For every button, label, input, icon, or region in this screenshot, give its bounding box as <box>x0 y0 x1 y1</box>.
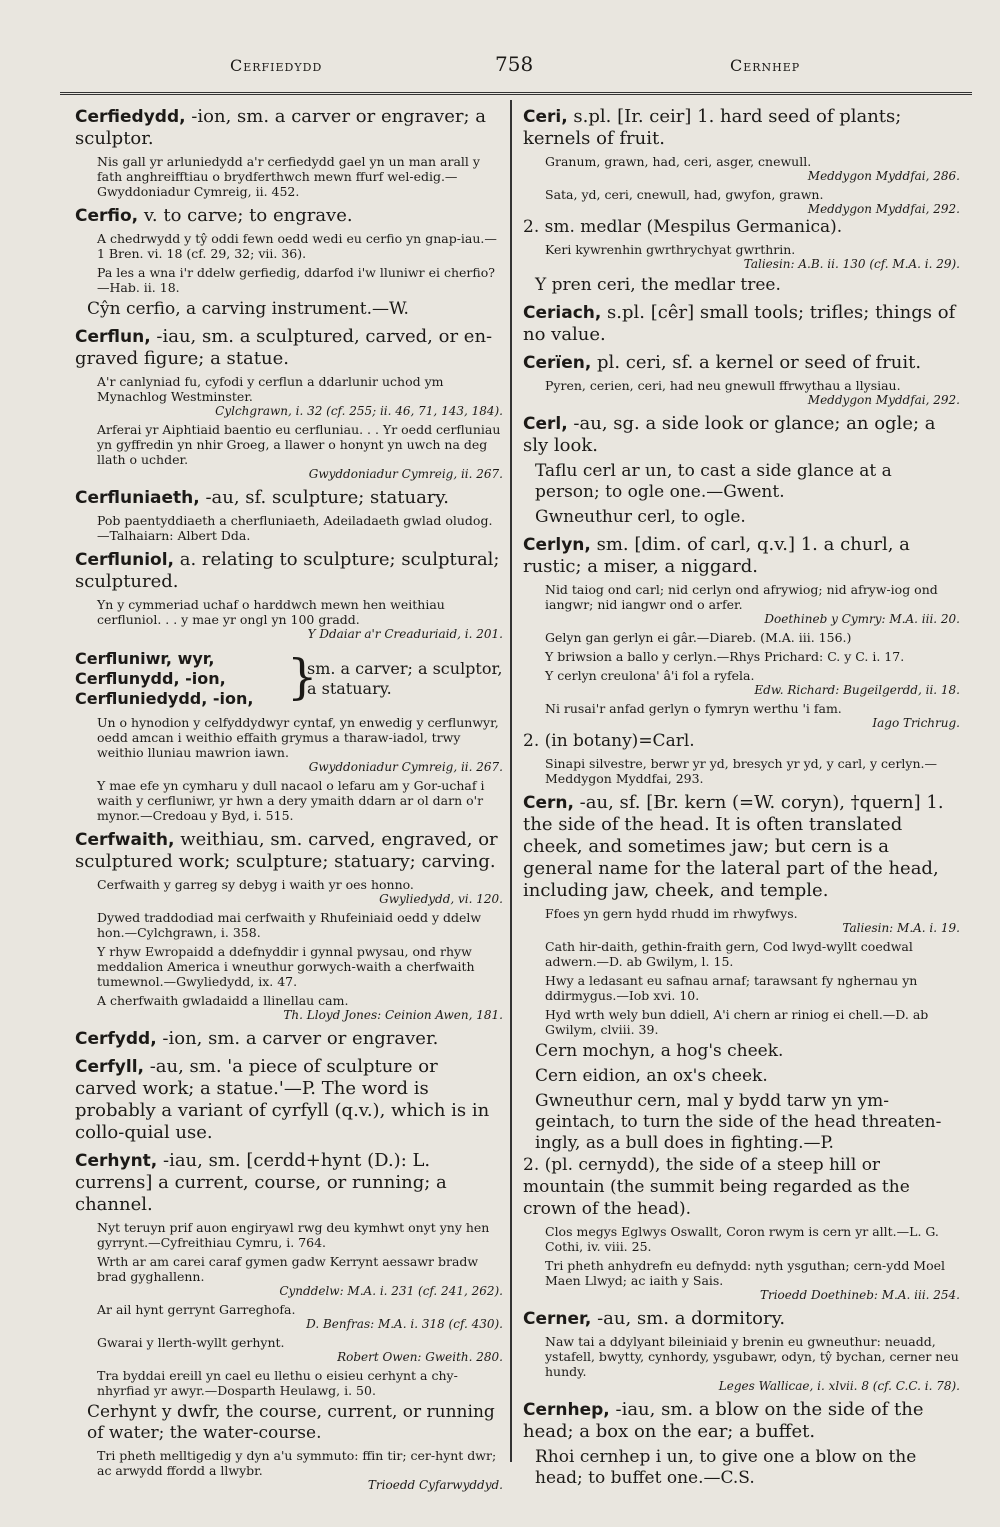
citation-source: Iago Trichrug. <box>872 716 960 730</box>
citation: Clos megys Eglwys Oswallt, Coron rwym is cern yr allt.—L. G. Cothi, iv. viii. 25. <box>545 1224 939 1254</box>
citation: Nis gall yr arluniedydd a'r cerfiedydd gael yn un man arall y fath anghreifftiau o brydferthwch mewn ffurf wel-edig.—Gwyddoniadur Cymreig, ii. 452. <box>97 154 480 199</box>
entry <box>75 487 503 509</box>
citation-source: Gwyddoniadur Cymreig, ii. 267. <box>308 467 503 481</box>
citation-source: Robert Owen: Gweith. 280. <box>337 1350 503 1364</box>
sense: 2. sm. medlar (Mespilus Germanica). <box>523 217 843 237</box>
entry <box>523 302 960 346</box>
headword: Cerfluniwr, wyr, <box>75 649 215 668</box>
citation-source: Trioedd Cyfarwyddyd. <box>367 1478 503 1492</box>
entry <box>75 1150 503 1216</box>
headword: Cerl, <box>523 414 568 434</box>
definition: sm. a carver; a sculptor, a statuary. <box>307 659 503 698</box>
sense: 2. (pl. cernydd), the side of a steep hill or mountain (the summit being regarded as the crown of the head). <box>523 1155 910 1219</box>
grouped-entry <box>75 649 503 711</box>
citation: Pob paentyddiaeth a cherfluniaeth, Adeiladaeth gwlad oludog.—Talhaiarn: Albert Dda. <box>97 513 493 543</box>
citation-source: Th. Lloyd Jones: Ceinion Awen, 181. <box>283 1008 503 1022</box>
citation-source: Gwyddoniadur Cymreig, ii. 267. <box>308 760 503 774</box>
definition: -au, sg. a side look or glance; an ogle; a sly look. <box>523 413 936 456</box>
phrase-entry: Gwneuthur cerl, to ogle. <box>535 507 746 527</box>
headword: Cerïen, <box>523 353 592 373</box>
definition: -ion, sm. a carver or engraver. <box>156 1028 439 1049</box>
entry <box>75 829 503 873</box>
entry <box>523 413 960 457</box>
definition: v. to carve; to engrave. <box>138 205 353 226</box>
entry <box>523 792 960 902</box>
headword: Ceriach, <box>523 303 602 323</box>
grouped-headwords <box>75 649 295 709</box>
definition: -au, sm. 'a piece of sculpture or carved work; a statue.'—P. The word is probably a variant of cyrfyll (q.v.), which is in collo-quial use. <box>75 1056 490 1143</box>
sense: 2. (in botany)=Carl. <box>523 731 695 751</box>
headword: Cerfluniaeth, <box>75 488 200 508</box>
headword: Cerfluniol, <box>75 550 174 570</box>
headword: Cerlyn, <box>523 535 591 555</box>
entry <box>75 1028 503 1050</box>
citation: Sinapi silvestre, berwr yr yd, bresych yr yd, y carl, y cerlyn.—Meddygon Myddfai, 293. <box>545 756 938 786</box>
citation-source: Meddygon Myddfai, 292. <box>807 202 960 216</box>
citation: Nid taiog ond carl; nid cerlyn ond afrywiog; nid afryw-iog ond iangwr; nid iangwr ond o arfer. <box>545 582 938 612</box>
definition: a. relating to sculpture; sculptural; sculptured. <box>75 549 500 592</box>
citation-source: Trioedd Doethineb: M.A. iii. 254. <box>759 1288 960 1302</box>
citation: Un o hynodion y celfyddydwyr cyntaf, yn enwedig y cerflunwyr, oedd amcan i weithio effaith grymus a tharaw-iadol, trwy weithio lluniau mawrion iawn. <box>97 715 499 760</box>
citation: Yn y cymmeriad uchaf o harddwch mewn hen weithiau cerfluniol. . . y mae yr ongl yn 100 gradd. <box>97 597 445 627</box>
citation: Pyren, cerien, ceri, had neu gnewull ffrwythau a llysiau. <box>545 378 901 393</box>
citation: Hyd wrth wely bun ddiell, A'i chern ar riniog ei chell.—D. ab Gwilym, clviii. 39. <box>545 1007 929 1037</box>
headword: Cernhep, <box>523 1400 610 1420</box>
citation-source: Cynddelw: M.A. i. 231 (cf. 241, 262). <box>279 1284 503 1298</box>
headword: Cerfiedydd, <box>75 107 186 127</box>
entry <box>523 534 960 578</box>
citation-source: Taliesin: M.A. i. 19. <box>842 921 960 935</box>
citation: Gelyn gan gerlyn ei gâr.—Diareb. (M.A. iii. 156.) <box>545 630 852 645</box>
definition: -iau, sm. a blow on the side of the head; a box on the ear; a buffet. <box>523 1399 924 1442</box>
citation-source: Doethineb y Cymry: M.A. iii. 20. <box>764 612 960 626</box>
citation: Sata, yd, ceri, cnewull, had, gwyfon, grawn. <box>545 187 824 202</box>
citation: Gwarai y llerth-wyllt gerhynt. <box>97 1335 285 1350</box>
definition: -au, sf. [Br. kern (=W. coryn), †quern] 1. the side of the head. It is often translated cheek, and sometimes jaw; but cern is a general name for the lateral part of the head, including jaw, cheek, and temple. <box>523 792 944 901</box>
citation-source: Cylchgrawn, i. 32 (cf. 255; ii. 46, 71, 143, 184). <box>215 404 503 418</box>
citation: Cath hir-daith, gethin-fraith gern, Cod lwyd-wyllt coedwal adwern.—D. ab Gwilym, l. 15. <box>545 939 913 969</box>
phrase-entry: Cerhynt y dwfr, the course, current, or running of water; the water-course. <box>87 1402 495 1443</box>
headword: Cerflunydd, -ion, <box>75 669 226 688</box>
citation: A'r canlyniad fu, cyfodi y cerflun a ddarlunir uchod ym Mynachlog Westminster. <box>97 374 444 404</box>
headword: Cerfio, <box>75 206 139 226</box>
headword: Cerfluniedydd, -ion, <box>75 689 254 708</box>
citation: Y cerlyn creulona' â'i fol a ryfela. <box>545 668 755 683</box>
citation-source: Leges Wallicae, i. xlvii. 8 (cf. C.C. i. 78). <box>718 1379 960 1393</box>
citation-source: Edw. Richard: Bugeilgerdd, ii. 18. <box>754 683 960 697</box>
phrase-entry: Cern eidion, an ox's cheek. <box>535 1066 768 1086</box>
definition: -iau, sm. a sculptured, carved, or en-graved figure; a statue. <box>75 326 493 369</box>
entry <box>75 549 503 593</box>
citation: Wrth ar am carei caraf gymen gadw Kerrynt aessawr bradw brad gyghallenn. <box>97 1254 479 1284</box>
left-column <box>75 100 503 1492</box>
citation: Granum, grawn, had, ceri, asger, cnewull. <box>545 154 812 169</box>
headword: Cerner, <box>523 1309 592 1329</box>
citation: Y briwsion a ballo y cerlyn.—Rhys Prichard: C. y C. i. 17. <box>545 649 905 664</box>
citation: Keri kywrenhin gwrthrychyat gwrthrin. <box>545 242 796 257</box>
entry <box>75 205 503 227</box>
header-rule <box>60 92 972 95</box>
entry <box>523 106 960 150</box>
citation: Nyt teruyn prif auon engiryawl rwg deu kymhwt onyt yny hen gyrrynt.—Cyfreithiau Cymru, i. 764. <box>97 1220 490 1250</box>
citation: Tri pheth anhydrefn eu defnydd: nyth ysguthan; cern-ydd Moel Maen Llwyd; ac iaith y Sais. <box>545 1258 946 1288</box>
definition: weithiau, sm. carved, engraved, or sculptured work; sculpture; statuary; carving. <box>75 829 498 872</box>
entry <box>523 1308 960 1330</box>
entry <box>523 352 960 374</box>
running-head-left: Cerfiedydd <box>230 56 323 75</box>
citation: Arferai yr Aiphtiaid baentio eu cerfluniau. . . Yr oedd cerfluniau yn gyffredin yn nhir Groeg, a llawer o honynt yn uwch na deg llath o uchder. <box>97 422 501 467</box>
definition: s.pl. [Ir. ceir] 1. hard seed of plants; kernels of fruit. <box>523 106 902 149</box>
citation: Pa les a wna i'r ddelw gerfiedig, ddarfod i'w lluniwr ei cherfio?—Hab. ii. 18. <box>97 265 495 295</box>
phrase-entry: Taflu cerl ar un, to cast a side glance at a person; to ogle one.—Gwent. <box>535 461 892 502</box>
phrase-entry: Rhoi cernhep i un, to give one a blow on the head; to buffet one.—C.S. <box>535 1447 917 1488</box>
definition: -au, sm. a dormitory. <box>591 1308 786 1329</box>
column-divider <box>510 100 512 1462</box>
citation-source: D. Benfras: M.A. i. 318 (cf. 430). <box>306 1317 503 1331</box>
citation-source: Meddygon Myddfai, 292. <box>807 393 960 407</box>
definition: sm. [dim. of carl, q.v.] 1. a churl, a rustic; a miser, a niggard. <box>523 534 910 577</box>
definition: -iau, sm. [cerdd+hynt (D.): L. currens] a current, course, or running; a channel. <box>75 1150 447 1215</box>
headword: Cerhynt, <box>75 1151 158 1171</box>
citation: Y rhyw Ewropaidd a ddefnyddir i gynnal pwysau, ond rhyw meddalion America i wneuthur gorwych-waith a cherfwaith tumewnol.—Gwyliedydd, ix. 47. <box>97 944 475 989</box>
definition: -au, sf. sculpture; statuary. <box>199 487 449 508</box>
entry <box>75 1056 503 1144</box>
definition: pl. ceri, sf. a kernel or seed of fruit. <box>591 352 922 373</box>
phrase-entry: Gwneuthur cern, mal y bydd tarw yn ym-geintach, to turn the side of the head threaten-ingly, as a bull does in fighting.—P. <box>535 1091 942 1153</box>
headword: Cerfwaith, <box>75 830 175 850</box>
headword: Cern, <box>523 793 574 813</box>
citation: Tra byddai ereill yn cael eu llethu o eisieu cerhynt a chy-nhyrfiad yr awyr.—Dosparth Heulawg, i. 50. <box>97 1368 458 1398</box>
entry <box>523 1399 960 1443</box>
right-column <box>523 100 960 1488</box>
phrase-entry: Y pren ceri, the medlar tree. <box>535 275 781 295</box>
citation-source: Meddygon Myddfai, 286. <box>807 169 960 183</box>
phrase-entry: Cŷn cerfio, a carving instrument.—W. <box>87 299 409 319</box>
citation: Dywed traddodiad mai cerfwaith y Rhufeiniaid oedd y ddelw hon.—Cylchgrawn, i. 358. <box>97 910 482 940</box>
headword: Cerfydd, <box>75 1029 157 1049</box>
citation: A cherfwaith gwladaidd a llinellau cam. <box>97 993 349 1008</box>
page-number: 758 <box>495 52 534 76</box>
page-header <box>60 48 960 88</box>
citation: Naw tai a ddylyant bileiniaid y brenin eu gwneuthur: neuadd, ystafell, bwytty, cynhordy, ysgubawr, odyn, tŷ bychan, cerner neu hundy. <box>545 1334 959 1379</box>
citation-source: Gwyliedydd, vi. 120. <box>379 892 503 906</box>
definition: s.pl. [cêr] small tools; trifles; things of no value. <box>523 302 956 345</box>
citation: Cerfwaith y garreg sy debyg i waith yr oes honno. <box>97 877 414 892</box>
headword: Ceri, <box>523 107 568 127</box>
citation: A chedrwydd y tŷ oddi fewn oedd wedi eu cerfio yn gnap-iau.—1 Bren. vi. 18 (cf. 29, 32; vii. 36). <box>97 231 497 261</box>
headword: Cerflun, <box>75 327 151 347</box>
citation: Tri pheth melltigedig y dyn a'u symmuto: ffin tir; cer-hynt dwr; ac arwydd ffordd a llwybr. <box>97 1448 497 1478</box>
citation: Ffoes yn gern hydd rhudd im rhwyfwys. <box>545 906 798 921</box>
citation: Ni rusai'r anfad gerlyn o fymryn werthu 'i fam. <box>545 701 842 716</box>
entry <box>75 106 503 150</box>
citation: Y mae efe yn cymharu y dull nacaol o lefaru am y Gor-uchaf i waith y cerfluniwr, yr hwn a dery ymaith ddarn ar ol darn o'r mynor.—Credoau y Byd, i. 515. <box>97 778 485 823</box>
entry <box>75 326 503 370</box>
running-head-right: Cernhep <box>730 56 801 75</box>
definition: -ion, sm. a carver or engraver; a sculptor. <box>75 106 486 149</box>
citation: Hwy a ledasant eu safnau arnaf; tarawsant fy nghernau yn ddirmygus.—Iob xvi. 10. <box>545 973 918 1003</box>
brace: } <box>287 649 318 705</box>
phrase-entry: Cern mochyn, a hog's cheek. <box>535 1041 784 1061</box>
headword: Cerfyll, <box>75 1057 144 1077</box>
citation-source: Taliesin: A.B. ii. 130 (cf. M.A. i. 29). <box>743 257 960 271</box>
citation-source: Y Ddaiar a'r Creaduriaid, i. 201. <box>307 627 503 641</box>
citation: Ar ail hynt gerrynt Garreghofa. <box>97 1302 296 1317</box>
